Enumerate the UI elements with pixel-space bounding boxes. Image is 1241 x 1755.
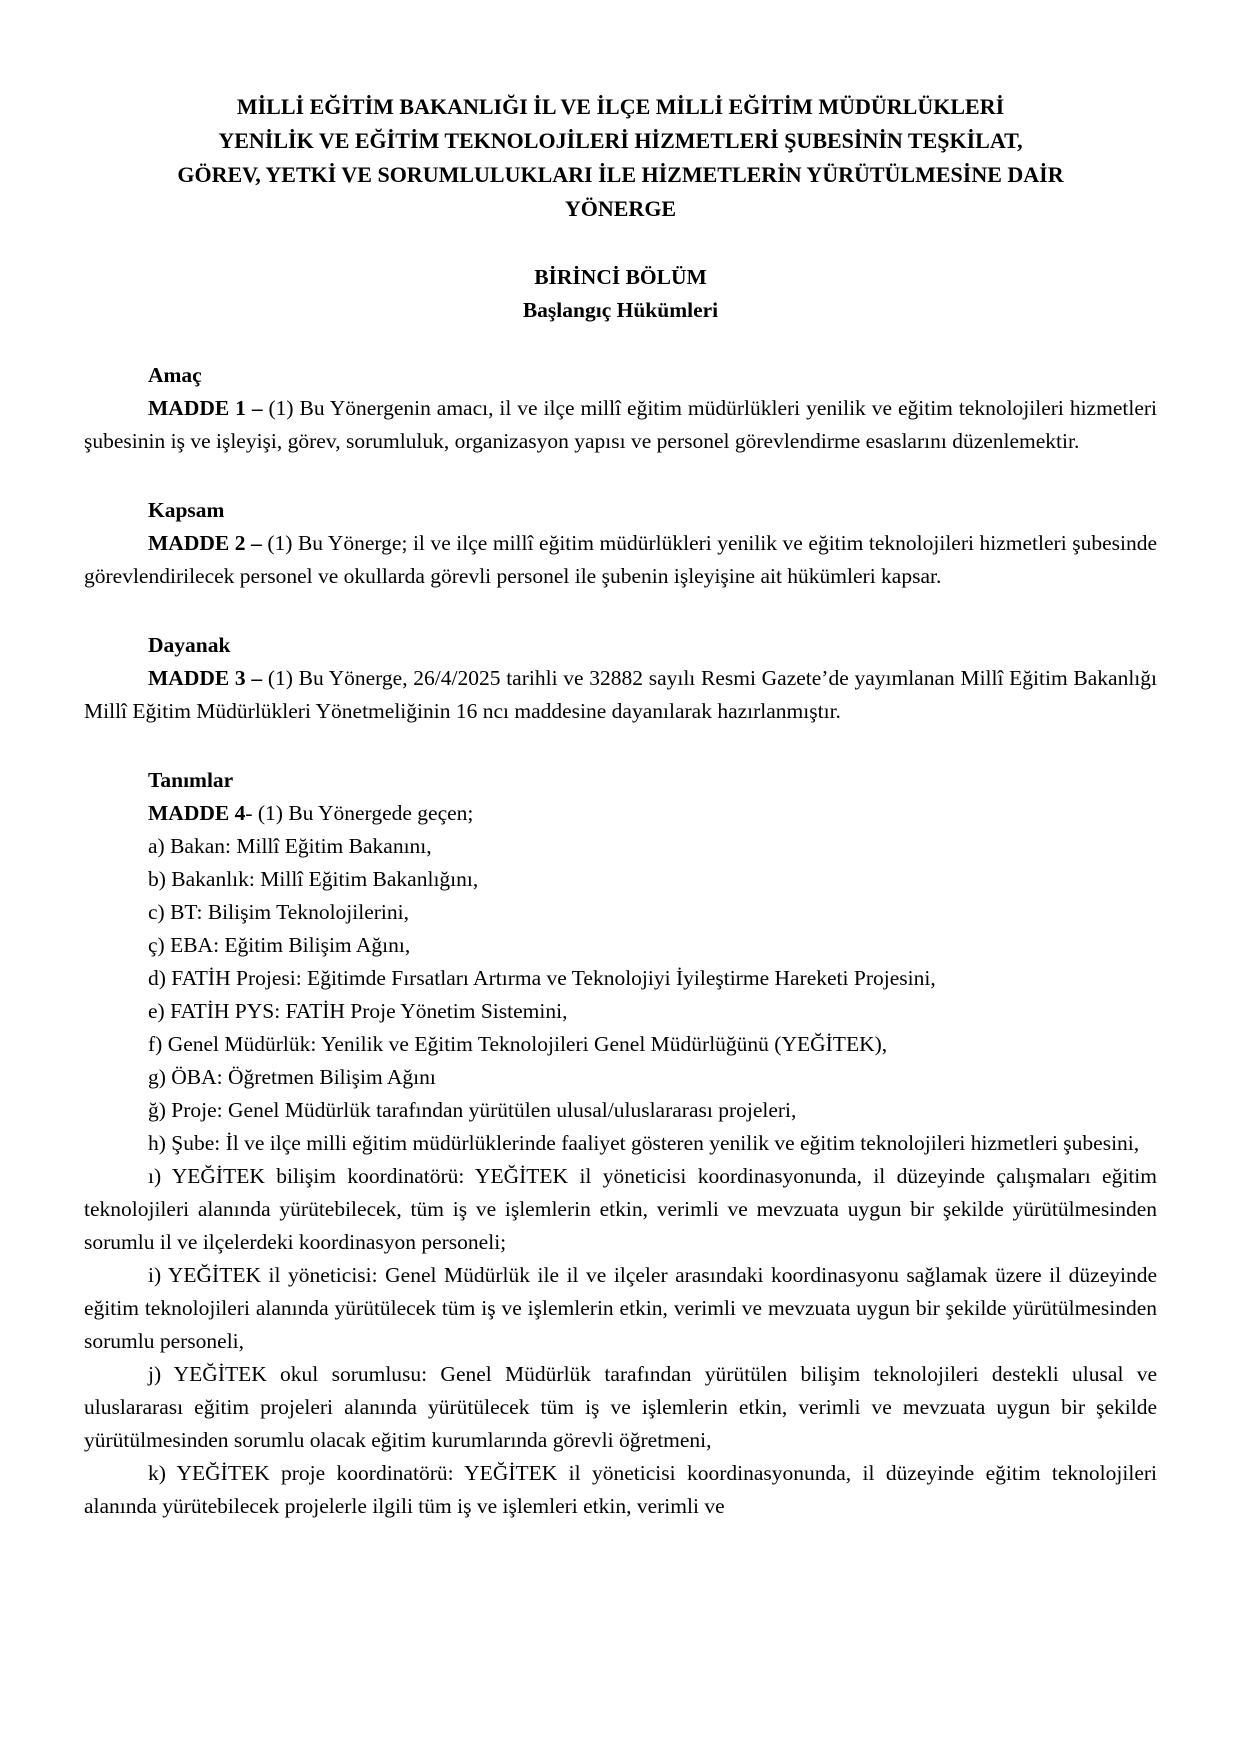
tanim-item-c-cedilla: ç) EBA: Eğitim Bilişim Ağını,	[148, 933, 411, 957]
tanim-item-i-dotless: ı) YEĞİTEK bilişim koordinatörü: YEĞİTEK il yöneticisi koordinasyonunda, il düzeyinde çalışmaları eğitim teknolojileri alanında yürütebilecek, tüm iş ve işlemlerin etkin, verimli ve mevzuata uygun bir şekilde yürütülmesinden sorumlu il ve ilçelerdeki koordinasyon personeli;	[84, 1164, 1157, 1254]
section-heading-dayanak: Dayanak	[148, 633, 231, 657]
tanim-item-c: c) BT: Bilişim Teknolojilerini,	[148, 900, 409, 924]
tanim-item-d: d) FATİH Projesi: Eğitimde Fırsatları Artırma ve Teknolojiyi İyileştirme Hareketi Projesini,	[148, 966, 936, 990]
document-title-line-1: MİLLİ EĞİTİM BAKANLIĞI İL VE İLÇE MİLLİ EĞİTİM MÜDÜRLÜKLERİ	[236, 94, 1005, 119]
madde-2-label: MADDE 2 –	[148, 531, 262, 555]
madde-3-text: (1) Bu Yönerge, 26/4/2025 tarihli ve 32882 sayılı Resmi Gazete’de yayımlanan Millî Eğitim Bakanlığı Millî Eğitim Müdürlükleri Yönetmeliğinin 16 ncı maddesine dayanılarak hazırlanmıştır.	[84, 666, 1157, 723]
tanim-item-a: a) Bakan: Millî Eğitim Bakanını,	[148, 834, 432, 858]
tanim-item-f: f) Genel Müdürlük: Yenilik ve Eğitim Teknolojileri Genel Müdürlüğünü (YEĞİTEK),	[148, 1032, 888, 1056]
madde-4-paragraph	[84, 797, 1157, 830]
madde-4-intro: - (1) Bu Yönergede geçen;	[245, 801, 474, 825]
section-heading-tanimlar: Tanımlar	[148, 768, 234, 792]
document-title-line-4: YÖNERGE	[564, 196, 677, 221]
tanim-item-e: e) FATİH PYS: FATİH Proje Yönetim Sistemini,	[148, 999, 568, 1023]
madde-1-label: MADDE 1 –	[148, 396, 263, 420]
chapter-subheading: Başlangıç Hükümleri	[522, 298, 719, 322]
tanim-item-g-breve: ğ) Proje: Genel Müdürlük tarafından yürütülen ulusal/uluslararası projeleri,	[148, 1098, 797, 1122]
tanim-item-k: k) YEĞİTEK proje koordinatörü: YEĞİTEK il yöneticisi koordinasyonunda, il düzeyinde eğitim teknolojileri alanında yürütebilecek projelerle ilgili tüm iş ve işlemleri etkin, verimli ve	[84, 1461, 1157, 1518]
madde-2-text: (1) Bu Yönerge; il ve ilçe millî eğitim müdürlükleri yenilik ve eğitim teknolojileri hizmetleri şubesinde görevlendirilecek personel ve okullarda görevli personel ile şubenin işleyişine ait hükümleri kapsar.	[84, 531, 1157, 588]
tanim-item-b: b) Bakanlık: Millî Eğitim Bakanlığını,	[148, 867, 479, 891]
document-title	[84, 90, 1157, 226]
chapter-block	[84, 261, 1157, 327]
tanim-item-j: j) YEĞİTEK okul sorumlusu: Genel Müdürlük tarafından yürütülen bilişim teknolojileri destekli ulusal ve uluslararası eğitim projeleri alanında yürütülecek tüm iş ve işlemlerin etkin, verimli ve mevzuata uygun bir şekilde yürütülmesinden sorumlu olacak eğitim kurumlarında görevli öğretmeni,	[84, 1362, 1157, 1452]
tanim-item-h: h) Şube: İl ve ilçe milli eğitim müdürlüklerinde faaliyet gösteren yenilik ve eğitim teknolojileri hizmetleri şubesini,	[148, 1131, 1140, 1155]
madde-3-label: MADDE 3 –	[148, 666, 263, 690]
tanim-item-g: g) ÖBA: Öğretmen Bilişim Ağını	[148, 1065, 436, 1089]
madde-1-text: (1) Bu Yönergenin amacı, il ve ilçe millî eğitim müdürlükleri yenilik ve eğitim teknolojileri hizmetleri şubesinin iş ve işleyişi, görev, sorumluluk, organizasyon yapısı ve personel görevlendirme esaslarını düzenlemektir.	[84, 396, 1157, 453]
document-title-line-2: YENİLİK VE EĞİTİM TEKNOLOJİLERİ HİZMETLERİ ŞUBESİNİN TEŞKİLAT,	[218, 128, 1023, 153]
madde-4-label: MADDE 4	[148, 801, 246, 825]
chapter-heading: BİRİNCİ BÖLÜM	[534, 265, 707, 289]
madde-3-paragraph	[84, 662, 1157, 728]
tanim-item-i: i) YEĞİTEK il yöneticisi: Genel Müdürlük ile il ve ilçeler arasındaki koordinasyonu sağlamak üzere il düzeyinde eğitim teknolojileri alanında yürütülecek tüm iş ve işlemlerin etkin, verimli ve mevzuata uygun bir şekilde yürütülmesinden sorumlu personeli,	[84, 1263, 1157, 1353]
document-title-line-3: GÖREV, YETKİ VE SORUMLULUKLARI İLE HİZMETLERİN YÜRÜTÜLMESİNE DAİR	[177, 162, 1064, 187]
section-heading-kapsam: Kapsam	[148, 498, 225, 522]
madde-1-paragraph	[84, 392, 1157, 458]
section-heading-amac: Amaç	[148, 363, 202, 387]
madde-2-paragraph	[84, 527, 1157, 593]
tanimlar-list	[84, 797, 1157, 1523]
